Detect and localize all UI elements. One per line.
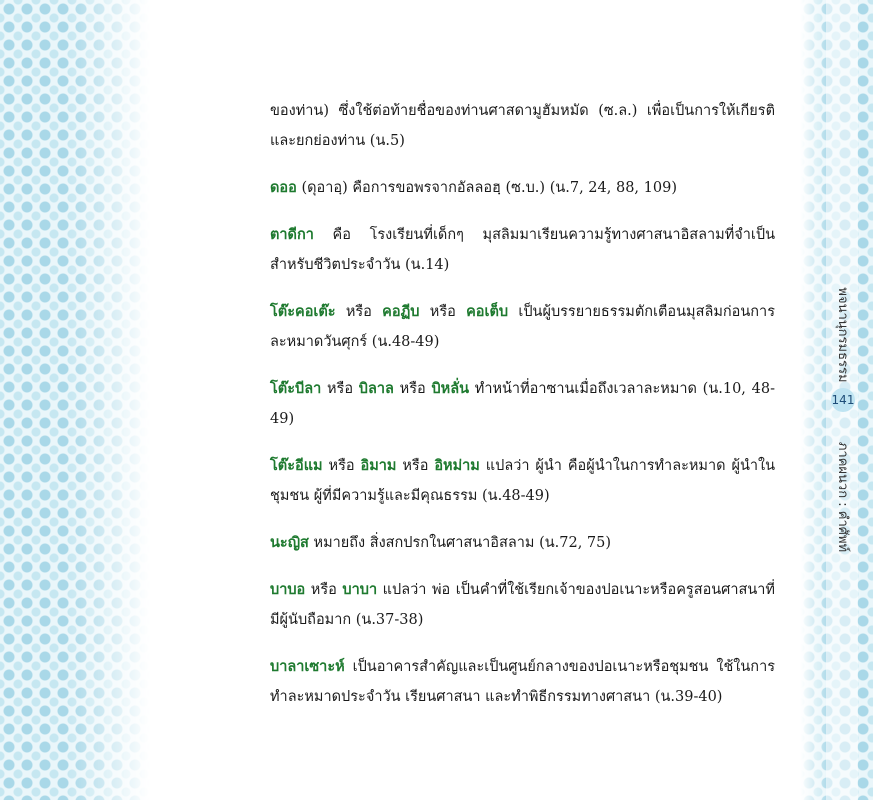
glossary-term: บาลาเซาะห์ (270, 658, 345, 675)
decorative-pattern-left (0, 0, 150, 800)
entry-text: แปลว่า ผู้นำ คือผู้นำในการทำละหมาด ผู้นำในชุมชน ผู้ที่มีความรู้และมีคุณธรรม (น.48-49) (270, 458, 775, 504)
connector-text: หรือ (305, 582, 343, 598)
glossary-term-alt: บิหลั่น (431, 380, 470, 397)
entry-text: ทำหน้าที่อาซานเมื่อถึงเวลาละหมาด (น.10, 48-49) (270, 381, 775, 427)
glossary-entry (270, 220, 775, 280)
entry-text: ของท่าน) ซึ่งใช้ต่อท้ายชื่อของท่านศาสดามูฮัมหมัด (ซ.ล.) เพื่อเป็นการให้เกียรติและยกย่องท่าน (น.5) (270, 103, 775, 149)
glossary-term-alt: อิมาม (360, 457, 397, 474)
section-label: ภาคผนวก : คำศัพท์ (835, 441, 850, 553)
connector-text: หรือ (396, 458, 435, 474)
glossary-entry (270, 575, 775, 635)
glossary-term-alt: คอฏีบ (382, 303, 420, 320)
glossary-term: บาบอ (270, 581, 306, 598)
entry-text: เป็นอาคารสำคัญและเป็นศูนย์กลางของปอเนาะหรือชุมชน ใช้ในการทำละหมาดประจำวัน เรียนศาสนา และทำพิธีกรรมทางศาสนา (น.39-40) (270, 659, 775, 705)
connector-text: หรือ (322, 458, 361, 474)
glossary-term-alt: บิลาล (358, 380, 394, 397)
connector-text: หรือ (393, 381, 432, 397)
glossary-entry (270, 652, 775, 712)
glossary-entry (270, 96, 775, 156)
glossary-term: โต๊ะอีแม (270, 457, 323, 474)
glossary-entry (270, 451, 775, 511)
connector-text: หรือ (335, 304, 383, 320)
glossary-term: โต๊ะบีลา (270, 380, 322, 397)
glossary-entry (270, 374, 775, 434)
glossary-term: ตาดีกา (270, 226, 314, 243)
glossary-term-alt: บาบา (342, 581, 378, 598)
glossary-term: โต๊ะคอเต๊ะ (270, 303, 336, 320)
connector-text: หรือ (419, 304, 467, 320)
glossary-term-alt: คอเต็บ (466, 303, 509, 320)
connector-text: หรือ (321, 381, 359, 397)
glossary-term-alt: อิหม่าม (434, 457, 480, 474)
entry-text: หมายถึง สิ่งสกปรกในศาสนาอิสลาม (น.72, 75) (308, 535, 612, 551)
glossary-term: นะญิส (270, 534, 309, 551)
running-header: พจนานุกรมธรรม (835, 287, 850, 383)
entry-text: แปลว่า พ่อ เป็นคำที่ใช้เรียกเจ้าของปอเนาะหรือครูสอนศาสนาที่มีผู้นับถือมาก (น.37-38) (270, 582, 775, 628)
glossary-body (270, 96, 775, 729)
entry-text: (ดุอาอฺ) คือการขอพรจากอัลลอฮฺ (ซ.บ.) (น.7, 24, 88, 109) (296, 180, 677, 196)
glossary-entry (270, 528, 775, 558)
page-number: 141 (831, 388, 855, 412)
entry-text: เป็นผู้บรรยายธรรมตักเตือนมุสลิมก่อนการละหมาดวันศุกร์ (น.48-49) (270, 304, 775, 350)
glossary-entry (270, 173, 775, 203)
entry-text: คือ โรงเรียนที่เด็กๆ มุสลิมมาเรียนความรู้ทางศาสนาอิสลามที่จำเป็นสำหรับชีวิตประจำวัน (น.14) (270, 227, 775, 273)
glossary-term: ดออ (270, 179, 297, 196)
glossary-entry (270, 297, 775, 357)
